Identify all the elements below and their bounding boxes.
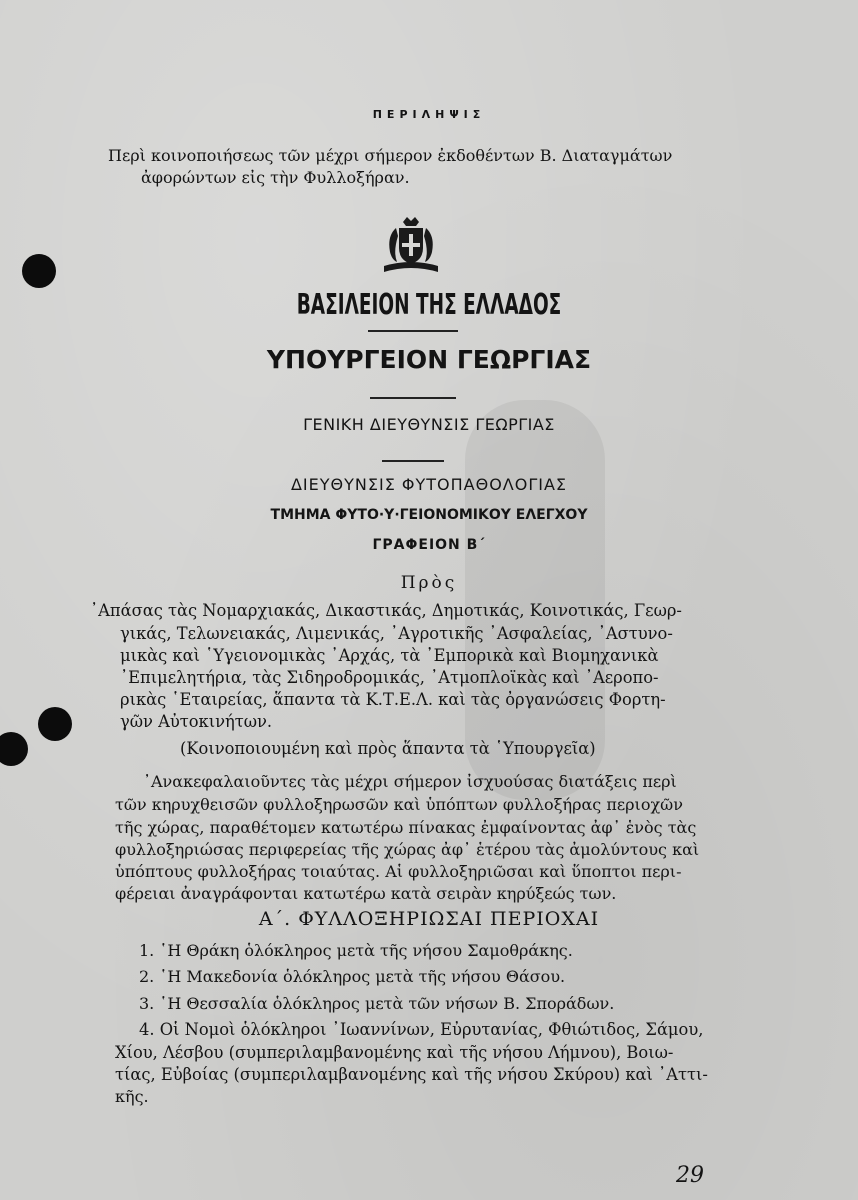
department: ΤΜΗΜΑ ΦΥΤΟ·Υ·ΓΕΙΟΝΟΜΙΚΟΥ ΕΛΕΓΧΟΥ	[270, 507, 588, 523]
directorate: ΔΙΕΥΘΥΝΣΙΣ ΦΥΤΟΠΑΘΟΛΟΓΙΑΣ	[290, 475, 568, 494]
addressee-line-1: ᾿Απάσας τὰς Νομαρχιακάς, Δικαστικάς, Δημοτικάς, Κοινοτικάς, Γεωρ-	[90, 601, 682, 620]
page-number: 29	[676, 1163, 704, 1188]
addressee-line-6: γῶν Αὐτοκινήτων.	[120, 712, 273, 731]
addressee-line-4: ᾿Επιμελητήρια, τὰς Σιδηροδρομικάς, ᾿Ατμοπλοϊκὰς καὶ ᾿Αεροπο-	[120, 668, 659, 687]
section-a-heading: Α΄. ΦΥΛΛΟΞΗΡΙΩΣΑΙ ΠΕΡΙΟΧΑΙ	[258, 908, 600, 930]
body-line-5: ὑπόπτους φυλλοξήρας τοιαύτας. Αἱ φυλλοξηριῶσαι καὶ ὕποπτοι περι-	[115, 862, 682, 881]
list-item-1: 1. ῾Η Θράκη ὁλόκληρος μετὰ τῆς νήσου Σαμοθράκης.	[139, 941, 573, 960]
punch-hole-3	[0, 732, 28, 766]
addressee-line-2: γικάς, Τελωνειακάς, Λιμενικάς, ᾿Αγροτικῆς ᾿Ασφαλείας, ᾿Αστυνο-	[120, 624, 673, 643]
summary-heading: ΠΕΡΙΛΗΨΙΣ	[372, 108, 486, 121]
summary-line-2: ἀφορώντων εἰς τὴν Φυλλοξήραν.	[141, 168, 410, 187]
body-line-2: τῶν κηρυχθεισῶν φυλλοξηρωσῶν καὶ ὑπόπτων φυλλοξήρας περιοχῶν	[115, 795, 683, 814]
addressee-line-5: ρικὰς ῾Εταιρείας, ἅπαντα τὰ Κ.Τ.Ε.Λ. καὶ τὰς ὀργανώσεις Φορτη-	[120, 690, 666, 709]
body-line-1: ᾿Ανακεφαλαιοῦντες τὰς μέχρι σήμερον ἰσχυούσας διατάξεις περὶ	[143, 772, 677, 791]
addressee-line-3: μικὰς καὶ ῾Υγειονομικὰς ᾿Αρχάς, τὰ ᾿Εμπορικὰ καὶ Βιομηχανικὰ	[120, 646, 659, 665]
divider-3	[382, 460, 444, 462]
list-item-4-line-4: κῆς.	[115, 1087, 149, 1106]
list-item-2: 2. ῾Η Μακεδονία ὁλόκληρος μετὰ τῆς νήσου Θάσου.	[139, 967, 566, 986]
summary-line-1: Περὶ κοινοποιήσεως τῶν μέχρι σήμερον ἐκδοθέντων Β. Διαταγμάτων	[108, 146, 673, 165]
body-line-6: φέρειαι ἀναγράφονται κατωτέρω κατὰ σειρὰν κηρύξεώς των.	[115, 884, 617, 903]
kingdom-title: ΒΑΣΙΛΕΙΟΝ ΤΗΣ ΕΛΛΑΔΟΣ	[296, 288, 562, 321]
divider-1	[368, 330, 458, 332]
notification-note: (Κοινοποιουμένη καὶ πρὸς ἅπαντα τὰ ῾Υπουργεῖα)	[180, 739, 596, 758]
punch-hole-2	[38, 707, 72, 741]
coat-of-arms-emblem	[378, 214, 444, 276]
list-item-4-line-1: 4. Οἱ Νομοὶ ὁλόκληροι ᾿Ιωαννίνων, Εὐρυτανίας, Φθιώτιδος, Σάμου,	[139, 1020, 704, 1039]
body-line-3: τῆς χώρας, παραθέτομεν κατωτέρω πίνακας ἐμφαίνοντας ἀφ᾿ ἑνὸς τὰς	[115, 818, 697, 837]
body-line-4: φυλλοξηριώσας περιφερείας τῆς χώρας ἀφ᾿ ἑτέρου τὰς ἀμολύντους καὶ	[115, 840, 700, 859]
general-directorate: ΓΕΝΙΚΗ ΔΙΕΥΘΥΝΣΙΣ ΓΕΩΡΓΙΑΣ	[303, 415, 555, 434]
to-label: Πρὸς	[400, 573, 458, 593]
list-item-4-line-3: τίας, Εὐβοίας (συμπεριλαμβανομένης καὶ τῆς νήσου Σκύρου) καὶ ᾿Αττι-	[115, 1065, 708, 1084]
ministry-title: ΥΠΟΥΡΓΕΙΟΝ ΓΕΩΡΓΙΑΣ	[266, 345, 592, 374]
divider-2	[370, 397, 456, 399]
list-item-4-line-2: Χίου, Λέσβου (συμπεριλαμβανομένης καὶ τῆς νήσου Λήμνου), Βοιω-	[115, 1043, 674, 1062]
punch-hole-1	[22, 254, 56, 288]
office: ΓΡΑΦΕΙΟΝ Β΄	[372, 537, 486, 553]
list-item-3: 3. ῾Η Θεσσαλία ὁλόκληρος μετὰ τῶν νήσων Β. Σποράδων.	[139, 994, 615, 1013]
